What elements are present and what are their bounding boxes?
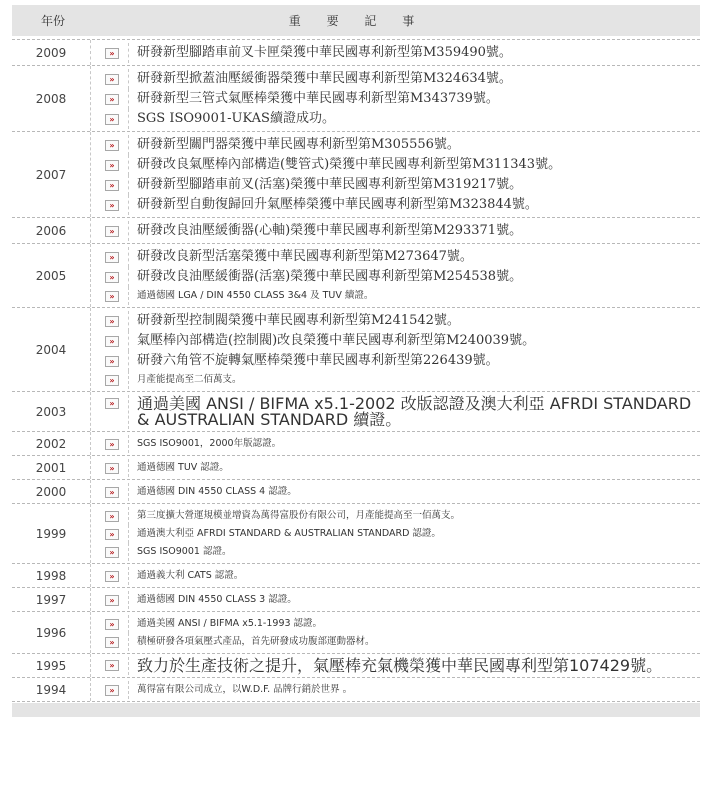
event-item <box>105 221 700 241</box>
event-item <box>105 311 700 331</box>
event-item <box>105 681 700 699</box>
double-chevron-right-icon: » <box>105 180 119 191</box>
event-cell <box>91 564 700 587</box>
table-row <box>12 564 700 588</box>
event-cell <box>91 66 700 131</box>
event-cell <box>91 432 700 455</box>
table-row <box>12 432 700 456</box>
event-text: SGS ISO9001-UKAS續證成功。 <box>128 109 335 129</box>
event-text: 研發新型腳踏車前叉(活塞)榮獲中華民國專利新型第M319217號。 <box>128 175 522 195</box>
event-item <box>105 109 700 129</box>
event-cell <box>91 132 700 217</box>
event-cell <box>91 588 700 611</box>
double-chevron-right-icon: » <box>105 375 119 386</box>
event-cell <box>91 308 700 391</box>
event-item <box>105 331 700 351</box>
event-item <box>105 247 700 267</box>
double-chevron-right-icon: » <box>105 439 119 450</box>
double-chevron-right-icon: » <box>105 487 119 498</box>
event-item <box>105 395 700 429</box>
event-text: 氣壓棒內部構造(控制閥)改良榮獲中華民國專利新型第M240039號。 <box>128 331 535 351</box>
event-item <box>105 195 700 215</box>
double-chevron-right-icon: » <box>105 252 119 263</box>
event-text: 研發新型腳踏車前叉卡匣榮獲中華民國專利新型第M359490號。 <box>128 43 512 63</box>
event-text: 研發改良油壓緩衝器(心軸)榮獲中華民國專利新型第M293371號。 <box>128 221 522 241</box>
double-chevron-right-icon: » <box>105 200 119 211</box>
table-footer <box>12 703 700 717</box>
event-text: 研發新型控制閥榮獲中華民國專利新型第M241542號。 <box>128 311 460 331</box>
double-chevron-right-icon: » <box>105 463 119 474</box>
event-text: 致力於生產技術之提升，氣壓棒充氣機榮獲中華民國專利型第107429號。 <box>128 657 662 675</box>
year-cell: 2006 <box>12 218 91 243</box>
year-cell: 2001 <box>12 456 91 479</box>
double-chevron-right-icon: » <box>105 529 119 540</box>
event-text: SGS ISO9001 認證。 <box>128 543 231 561</box>
double-chevron-right-icon: » <box>105 74 119 85</box>
event-item <box>105 351 700 371</box>
year-cell: 2005 <box>12 244 91 307</box>
event-text: 第三度擴大營運規模並增資為萬得富股份有限公司，月產能提高至一佰萬支。 <box>128 507 460 525</box>
event-item <box>105 483 700 501</box>
table-row <box>12 244 700 308</box>
double-chevron-right-icon: » <box>105 660 119 671</box>
double-chevron-right-icon: » <box>105 226 119 237</box>
year-cell: 2000 <box>12 480 91 503</box>
year-cell: 1999 <box>12 504 91 563</box>
event-cell <box>91 456 700 479</box>
event-cell <box>91 654 700 677</box>
event-item <box>105 287 700 305</box>
event-item <box>105 43 700 63</box>
event-item <box>105 69 700 89</box>
event-cell <box>91 678 700 701</box>
year-cell: 1994 <box>12 678 91 701</box>
year-cell: 2008 <box>12 66 91 131</box>
year-cell: 2003 <box>12 392 91 431</box>
history-table <box>12 5 700 717</box>
event-text: 通過德國 DIN 4550 CLASS 4 認證。 <box>128 483 297 501</box>
table-row <box>12 392 700 432</box>
event-text: 通過美國 ANSI / BIFMA x5.1-2002 改版認證及澳大利亞 AFRDI STANDARD & AUSTRALIAN STANDARD 續證。 <box>128 395 700 429</box>
event-item <box>105 459 700 477</box>
double-chevron-right-icon: » <box>105 291 119 302</box>
event-item <box>105 267 700 287</box>
table-row <box>12 66 700 132</box>
event-text: 通過義大利 CATS 認證。 <box>128 567 243 585</box>
event-item <box>105 525 700 543</box>
event-text: 通過德國 TUV 認證。 <box>128 459 229 477</box>
event-text: 萬得富有限公司成立，以W.D.F. 品牌行銷於世界 。 <box>128 681 352 699</box>
event-text: 研發新型自動復歸回升氣壓棒榮獲中華民國專利新型第M323844號。 <box>128 195 538 215</box>
event-item <box>105 615 700 633</box>
event-item <box>105 371 700 389</box>
year-cell: 2004 <box>12 308 91 391</box>
year-cell: 2002 <box>12 432 91 455</box>
double-chevron-right-icon: » <box>105 316 119 327</box>
double-chevron-right-icon: » <box>105 94 119 105</box>
year-column-header: 年份 <box>40 14 65 28</box>
event-text: 研發改良新型活塞榮獲中華民國專利新型第M273647號。 <box>128 247 473 267</box>
table-row <box>12 678 700 702</box>
double-chevron-right-icon: » <box>105 637 119 648</box>
year-cell: 1997 <box>12 588 91 611</box>
year-cell: 2009 <box>12 40 91 65</box>
double-chevron-right-icon: » <box>105 48 119 59</box>
double-chevron-right-icon: » <box>105 336 119 347</box>
event-text: 積極研發各項氣壓式產品，首先研發成功腹部運動器材。 <box>128 633 375 651</box>
table-body <box>12 39 700 702</box>
event-item <box>105 89 700 109</box>
event-cell <box>91 612 700 653</box>
table-header <box>12 5 700 36</box>
double-chevron-right-icon: » <box>105 511 119 522</box>
event-item <box>105 435 700 453</box>
table-row <box>12 480 700 504</box>
event-item <box>105 543 700 561</box>
year-cell: 2007 <box>12 132 91 217</box>
double-chevron-right-icon: » <box>105 140 119 151</box>
event-text: 研發新型關門器榮獲中華民國專利新型第M305556號。 <box>128 135 460 155</box>
table-row <box>12 132 700 218</box>
event-text: 通過澳大利亞 AFRDI STANDARD & AUSTRALIAN STANDARD 認證。 <box>128 525 441 543</box>
double-chevron-right-icon: » <box>105 272 119 283</box>
year-cell: 1995 <box>12 654 91 677</box>
event-text: 研發改良油壓緩衝器(活塞)榮獲中華民國專利新型第M254538號。 <box>128 267 522 287</box>
double-chevron-right-icon: » <box>105 547 119 558</box>
table-row <box>12 654 700 678</box>
event-text: 研發新型三管式氣壓棒榮獲中華民國專利新型第M343739號。 <box>128 89 499 109</box>
double-chevron-right-icon: » <box>105 685 119 696</box>
event-text: 月產能提高至二佰萬支。 <box>128 371 242 389</box>
year-cell: 1998 <box>12 564 91 587</box>
table-row <box>12 218 700 244</box>
event-cell <box>91 218 700 243</box>
table-row <box>12 612 700 654</box>
event-item <box>105 175 700 195</box>
table-row <box>12 504 700 564</box>
table-row <box>12 308 700 392</box>
double-chevron-right-icon: » <box>105 595 119 606</box>
event-item <box>105 657 700 675</box>
event-text: 研發新型掀蓋油壓緩衝器榮獲中華民國專利新型第M324634號。 <box>128 69 512 89</box>
event-text: SGS ISO9001，2000年版認證。 <box>128 435 281 453</box>
event-item <box>105 507 700 525</box>
event-cell <box>91 504 700 563</box>
table-row <box>12 456 700 480</box>
event-text: 通過美國 ANSI / BIFMA x5.1-1993 認證。 <box>128 615 322 633</box>
event-item <box>105 567 700 585</box>
double-chevron-right-icon: » <box>105 398 119 409</box>
table-row <box>12 588 700 612</box>
double-chevron-right-icon: » <box>105 571 119 582</box>
event-cell <box>91 480 700 503</box>
double-chevron-right-icon: » <box>105 114 119 125</box>
event-item <box>105 633 700 651</box>
event-item <box>105 591 700 609</box>
event-text: 通過德國 DIN 4550 CLASS 3 認證。 <box>128 591 297 609</box>
event-item <box>105 155 700 175</box>
table-row <box>12 39 700 66</box>
event-item <box>105 135 700 155</box>
year-cell: 1996 <box>12 612 91 653</box>
event-cell <box>91 244 700 307</box>
double-chevron-right-icon: » <box>105 356 119 367</box>
event-cell <box>91 392 700 431</box>
double-chevron-right-icon: » <box>105 160 119 171</box>
event-text: 研發六角管不旋轉氣壓棒榮獲中華民國專利新型第226439號。 <box>128 351 499 371</box>
double-chevron-right-icon: » <box>105 619 119 630</box>
event-text: 研發改良氣壓棒內部構造(雙管式)榮獲中華民國專利新型第M311343號。 <box>128 155 561 175</box>
event-cell <box>91 40 700 65</box>
events-column-header: 重 要 記 事 <box>288 14 426 28</box>
event-text: 通過德國 LGA / DIN 4550 CLASS 3&4 及 TUV 續證。 <box>128 287 373 305</box>
